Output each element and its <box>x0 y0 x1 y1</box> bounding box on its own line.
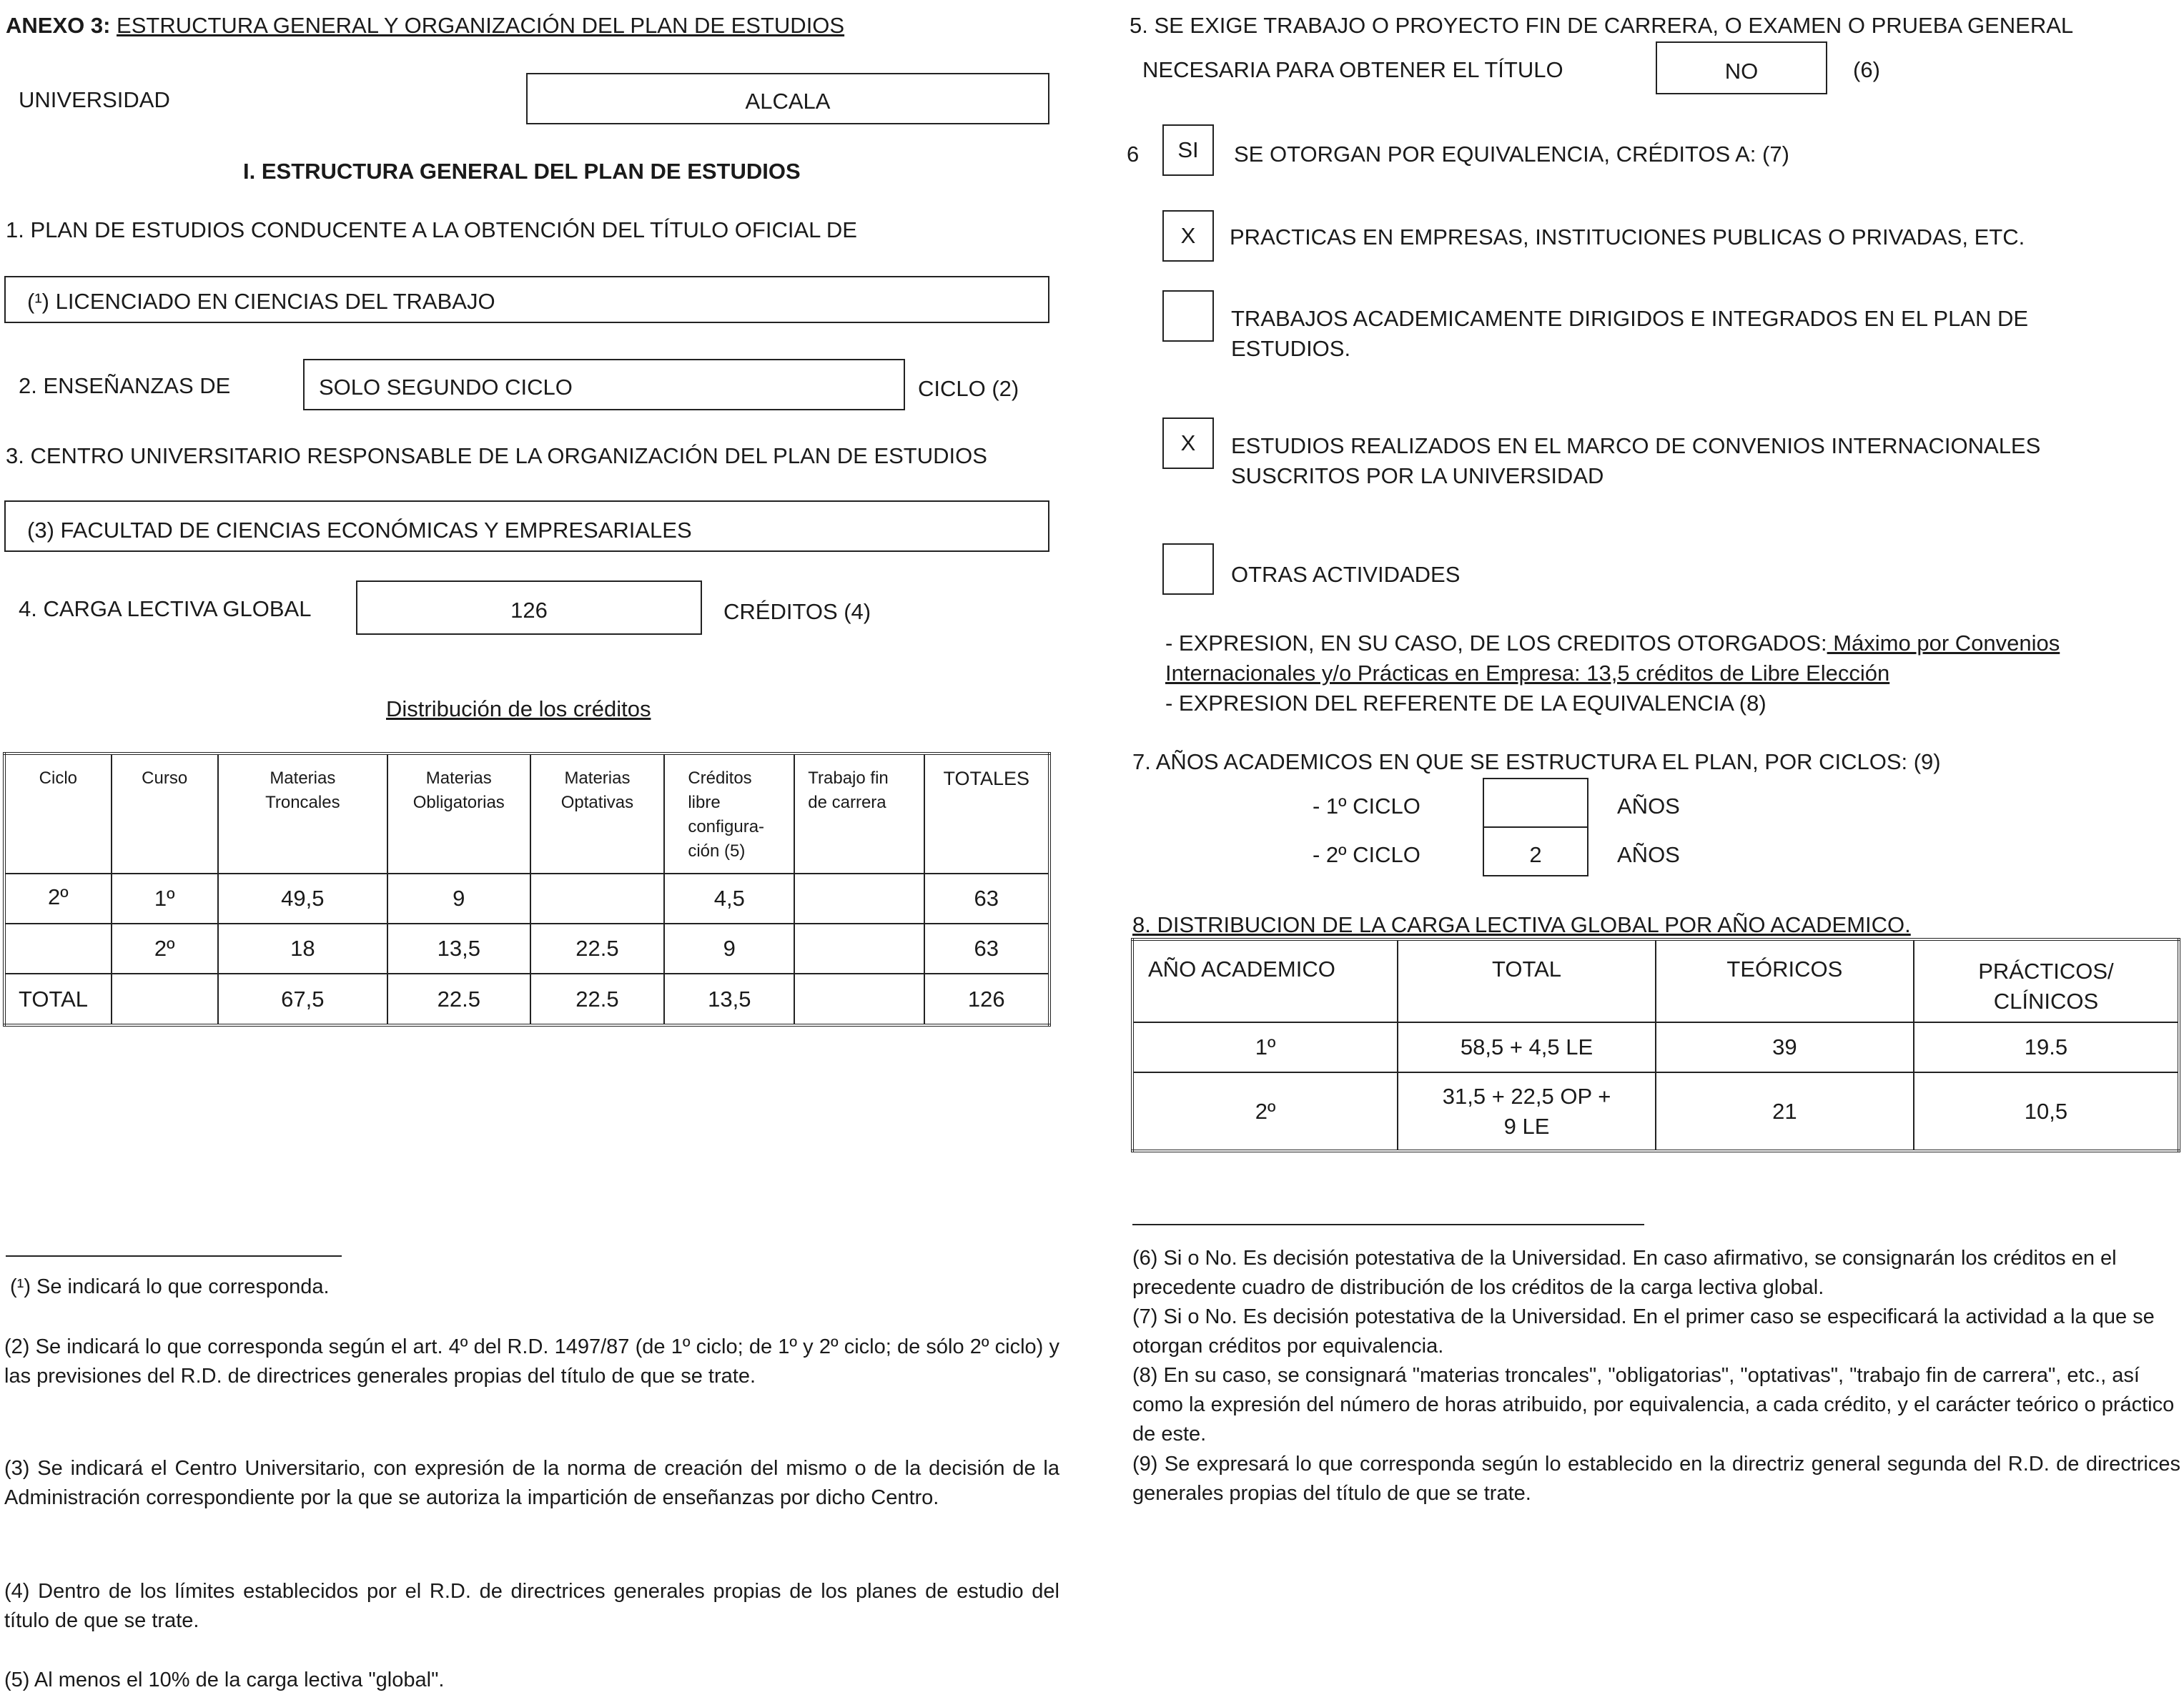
titulo-field <box>4 276 1049 323</box>
equivalencia-value: SI <box>1177 137 1199 162</box>
curso-cell <box>112 974 218 1025</box>
item6-number: 6 <box>1127 142 1140 167</box>
convenios-label-2: SUSCRITOS POR LA UNIVERSIDAD <box>1231 463 1604 488</box>
carga-field <box>356 580 702 635</box>
item1-label: 1. PLAN DE ESTUDIOS CONDUCENTE A LA OBTENCIÓN DEL TÍTULO OFICIAL DE <box>6 217 857 242</box>
libre-cell: 9 <box>664 924 794 974</box>
equivalencia-field <box>1162 124 1214 176</box>
total-line2: 9 LE <box>1503 1113 1550 1139</box>
footnote-1: (¹) Se indicará lo que corresponda. <box>10 1275 330 1298</box>
optativas-cell: 22.5 <box>530 924 665 974</box>
header-cell: Créditos libre configura-ción (5) <box>664 753 794 874</box>
convenios-mark: X <box>1180 430 1196 455</box>
convenios-label: ESTUDIOS REALIZADOS EN EL MARCO DE CONVENIOS INTERNACIONALES <box>1231 433 2041 458</box>
footnote-2: (2) Se indicará lo que corresponda según el art. 4º del R.D. 1497/87 (de 1º ciclo; de 1º y 2º ciclo; de sólo 2º ciclo) y las previsiones del R.D. de directrices generales propias del título de que se trate. <box>4 1335 1059 1388</box>
convenios-checkbox[interactable] <box>1162 417 1214 469</box>
totales-cell: 63 <box>924 924 1049 974</box>
footnote-rule-left <box>6 1255 342 1257</box>
ciclo-cell <box>4 924 112 974</box>
table-row <box>4 974 1049 1025</box>
expresion-referente: - EXPRESION DEL REFERENTE DE LA EQUIVALENCIA (8) <box>1165 691 1767 716</box>
table-row <box>4 924 1049 974</box>
footnote-8: (8) En su caso, se consignará "materias troncales", "obligatorias", "optativas", "trabajo fin de carrera", etc., así como la expresión del número de horas atribuido, por equivalencia, a cada crédito, y el carácter teórico o práctico de este. <box>1132 1364 2175 1446</box>
item6-label: SE OTORGAN POR EQUIVALENCIA, CRÉDITOS A: (7) <box>1234 142 1789 167</box>
practicos-cell: 10,5 <box>1914 1072 2179 1151</box>
annex-heading <box>6 13 844 39</box>
ciclo-cell: TOTAL <box>4 974 112 1025</box>
curso-cell: 2º <box>112 924 218 974</box>
footnote-9: (9) Se expresará lo que corresponda según lo establecido en la directriz general segunda del R.D. de directrices generales propias del título de que se trate. <box>1132 1453 2180 1505</box>
expresion-creditos <box>1165 631 2060 656</box>
ciclo1-field <box>1483 778 1588 828</box>
practicos-cell: 19.5 <box>1914 1022 2179 1072</box>
item2-suffix: CICLO (2) <box>918 376 1019 401</box>
item2-label: 2. ENSEÑANZAS DE <box>19 373 231 398</box>
year-cell: 1º <box>1132 1022 1398 1072</box>
universidad-value: ALCALA <box>745 89 831 114</box>
ciclo1-label: - 1º CICLO <box>1313 794 1420 819</box>
troncales-cell: 67,5 <box>218 974 387 1025</box>
header-cell: Curso <box>112 753 218 874</box>
trabajo-cell <box>794 874 924 924</box>
practicos-line1: PRÁCTICOS/ <box>1978 959 2114 984</box>
teoricos-cell: 39 <box>1656 1022 1914 1072</box>
otras-checkbox[interactable] <box>1162 543 1214 595</box>
carga-value: 126 <box>510 598 548 623</box>
footnote-7: (7) Si o No. Es decisión potestativa de la Universidad. En el primer caso se especificará la actividad a la que se otorgan créditos por equivalencia. <box>1132 1305 2155 1358</box>
carga-anual-header-row <box>1132 939 2179 1022</box>
header-cell: Materias Obligatorias <box>387 753 530 874</box>
header-cell: Materias Optativas <box>530 753 665 874</box>
trabajos-checkbox[interactable] <box>1162 290 1214 342</box>
item5-note: (6) <box>1853 57 1880 82</box>
table-row <box>1132 1072 2179 1151</box>
item4-label: 4. CARGA LECTIVA GLOBAL <box>19 596 312 621</box>
expresion-creditos-value: Máximo por Convenios <box>1827 631 2060 656</box>
footnote-rule-right <box>1132 1224 1644 1225</box>
footnote-5: (5) Al menos el 10% de la carga lectiva "global". <box>4 1669 445 1691</box>
trabajo-cell <box>794 974 924 1025</box>
centro-field <box>4 500 1049 552</box>
year-cell: 2º <box>1132 1072 1398 1151</box>
total-line1: 31,5 + 22,5 OP + <box>1442 1083 1611 1109</box>
obligatorias-cell: 9 <box>387 874 530 924</box>
ciclo1-unit: AÑOS <box>1617 794 1680 819</box>
trabajo-fin-value: NO <box>1724 59 1759 84</box>
libre-cell: 4,5 <box>664 874 794 924</box>
trabajo-cell <box>794 924 924 974</box>
obligatorias-cell: 22.5 <box>387 974 530 1025</box>
header-cell: Trabajo fin de carrera <box>794 753 924 874</box>
item8-label: 8. DISTRIBUCION DE LA CARGA LECTIVA GLOBAL POR AÑO ACADEMICO. <box>1132 912 1911 937</box>
header-cell-practicos <box>1914 939 2179 1022</box>
practicas-label: PRACTICAS EN EMPRESAS, INSTITUCIONES PUBLICAS O PRIVADAS, ETC. <box>1230 224 2025 249</box>
optativas-cell: 22.5 <box>530 974 665 1025</box>
item7-label: 7. AÑOS ACADEMICOS EN QUE SE ESTRUCTURA EL PLAN, POR CICLOS: (9) <box>1132 749 1941 774</box>
totales-cell: 63 <box>924 874 1049 924</box>
header-cell: Materias Troncales <box>218 753 387 874</box>
ciclo2-field <box>1483 826 1588 876</box>
titulo-value: (¹) LICENCIADO EN CIENCIAS DEL TRABAJO <box>27 289 495 314</box>
header-cell: Ciclo <box>4 753 112 874</box>
annex-title: ESTRUCTURA GENERAL Y ORGANIZACIÓN DEL PLAN DE ESTUDIOS <box>117 13 845 38</box>
footnote-4: (4) Dentro de los límites establecidos por el R.D. de directrices generales propias de los planes de estudio del título de que se trate. <box>4 1580 1059 1632</box>
total-cell: 58,5 + 4,5 LE <box>1398 1022 1656 1072</box>
universidad-label: UNIVERSIDAD <box>19 87 170 112</box>
table-row <box>1132 1022 2179 1072</box>
item3-label: 3. CENTRO UNIVERSITARIO RESPONSABLE DE LA ORGANIZACIÓN DEL PLAN DE ESTUDIOS <box>6 443 987 468</box>
totales-cell: 126 <box>924 974 1049 1025</box>
obligatorias-cell: 13,5 <box>387 924 530 974</box>
expresion-creditos-value-2: Internacionales y/o Prácticas en Empresa: 13,5 créditos de Libre Elección <box>1165 661 1890 686</box>
ciclo2-unit: AÑOS <box>1617 842 1680 867</box>
universidad-field <box>526 73 1049 124</box>
item5-line1: 5. SE EXIGE TRABAJO O PROYECTO FIN DE CARRERA, O EXAMEN O PRUEBA GENERAL <box>1130 13 2074 38</box>
table-row <box>4 874 1049 924</box>
ensenanzas-field <box>303 359 905 410</box>
trabajo-fin-field <box>1656 41 1827 94</box>
item4-suffix: CRÉDITOS (4) <box>723 599 871 624</box>
expresion-creditos-label: - EXPRESION, EN SU CASO, DE LOS CREDITOS OTORGADOS: <box>1165 631 1827 656</box>
practicas-checkbox[interactable] <box>1162 210 1214 262</box>
teoricos-cell: 21 <box>1656 1072 1914 1151</box>
distribution-title: Distribución de los créditos <box>386 696 651 721</box>
footnote-3: (3) Se indicará el Centro Universitario, con expresión de la norma de creación del mismo o de la decisión de la Administración correspondiente por la que se autoriza la impartición de enseñanzas por dicho Centro. <box>4 1457 1059 1509</box>
optativas-cell <box>530 874 665 924</box>
total-cell <box>1398 1072 1656 1151</box>
libre-cell: 13,5 <box>664 974 794 1025</box>
trabajos-label-2: ESTUDIOS. <box>1231 336 1351 361</box>
section-title: I. ESTRUCTURA GENERAL DEL PLAN DE ESTUDIOS <box>243 159 801 184</box>
ciclo2-value: 2 <box>1529 842 1542 867</box>
trabajos-label: TRABAJOS ACADEMICAMENTE DIRIGIDOS E INTEGRADOS EN EL PLAN DE <box>1231 306 2029 331</box>
ensenanzas-value: SOLO SEGUNDO CICLO <box>319 375 573 400</box>
header-cell: TOTALES <box>924 753 1049 874</box>
header-cell: TOTAL <box>1398 939 1656 1022</box>
ciclo-cell: 2º <box>4 874 112 924</box>
troncales-cell: 49,5 <box>218 874 387 924</box>
ciclo2-label: - 2º CICLO <box>1313 842 1420 867</box>
troncales-cell: 18 <box>218 924 387 974</box>
practicas-mark: X <box>1180 223 1196 248</box>
practicos-line2: CLÍNICOS <box>1993 989 2099 1014</box>
carga-anual-table <box>1131 938 2180 1152</box>
item5-line2: NECESARIA PARA OBTENER EL TÍTULO <box>1142 57 1563 82</box>
centro-value: (3) FACULTAD DE CIENCIAS ECONÓMICAS Y EMPRESARIALES <box>27 518 692 543</box>
distribution-header-row <box>4 753 1049 874</box>
curso-cell: 1º <box>112 874 218 924</box>
header-cell: AÑO ACADEMICO <box>1132 939 1398 1022</box>
header-cell: TEÓRICOS <box>1656 939 1914 1022</box>
annex-label: ANEXO 3: <box>6 13 111 38</box>
footnote-6: (6) Si o No. Es decisión potestativa de la Universidad. En caso afirmativo, se consignarán los créditos en el precedente cuadro de distribución de los créditos de la carga lectiva global. <box>1132 1247 2117 1299</box>
distribution-table <box>3 752 1051 1027</box>
otras-label: OTRAS ACTIVIDADES <box>1231 562 1461 587</box>
